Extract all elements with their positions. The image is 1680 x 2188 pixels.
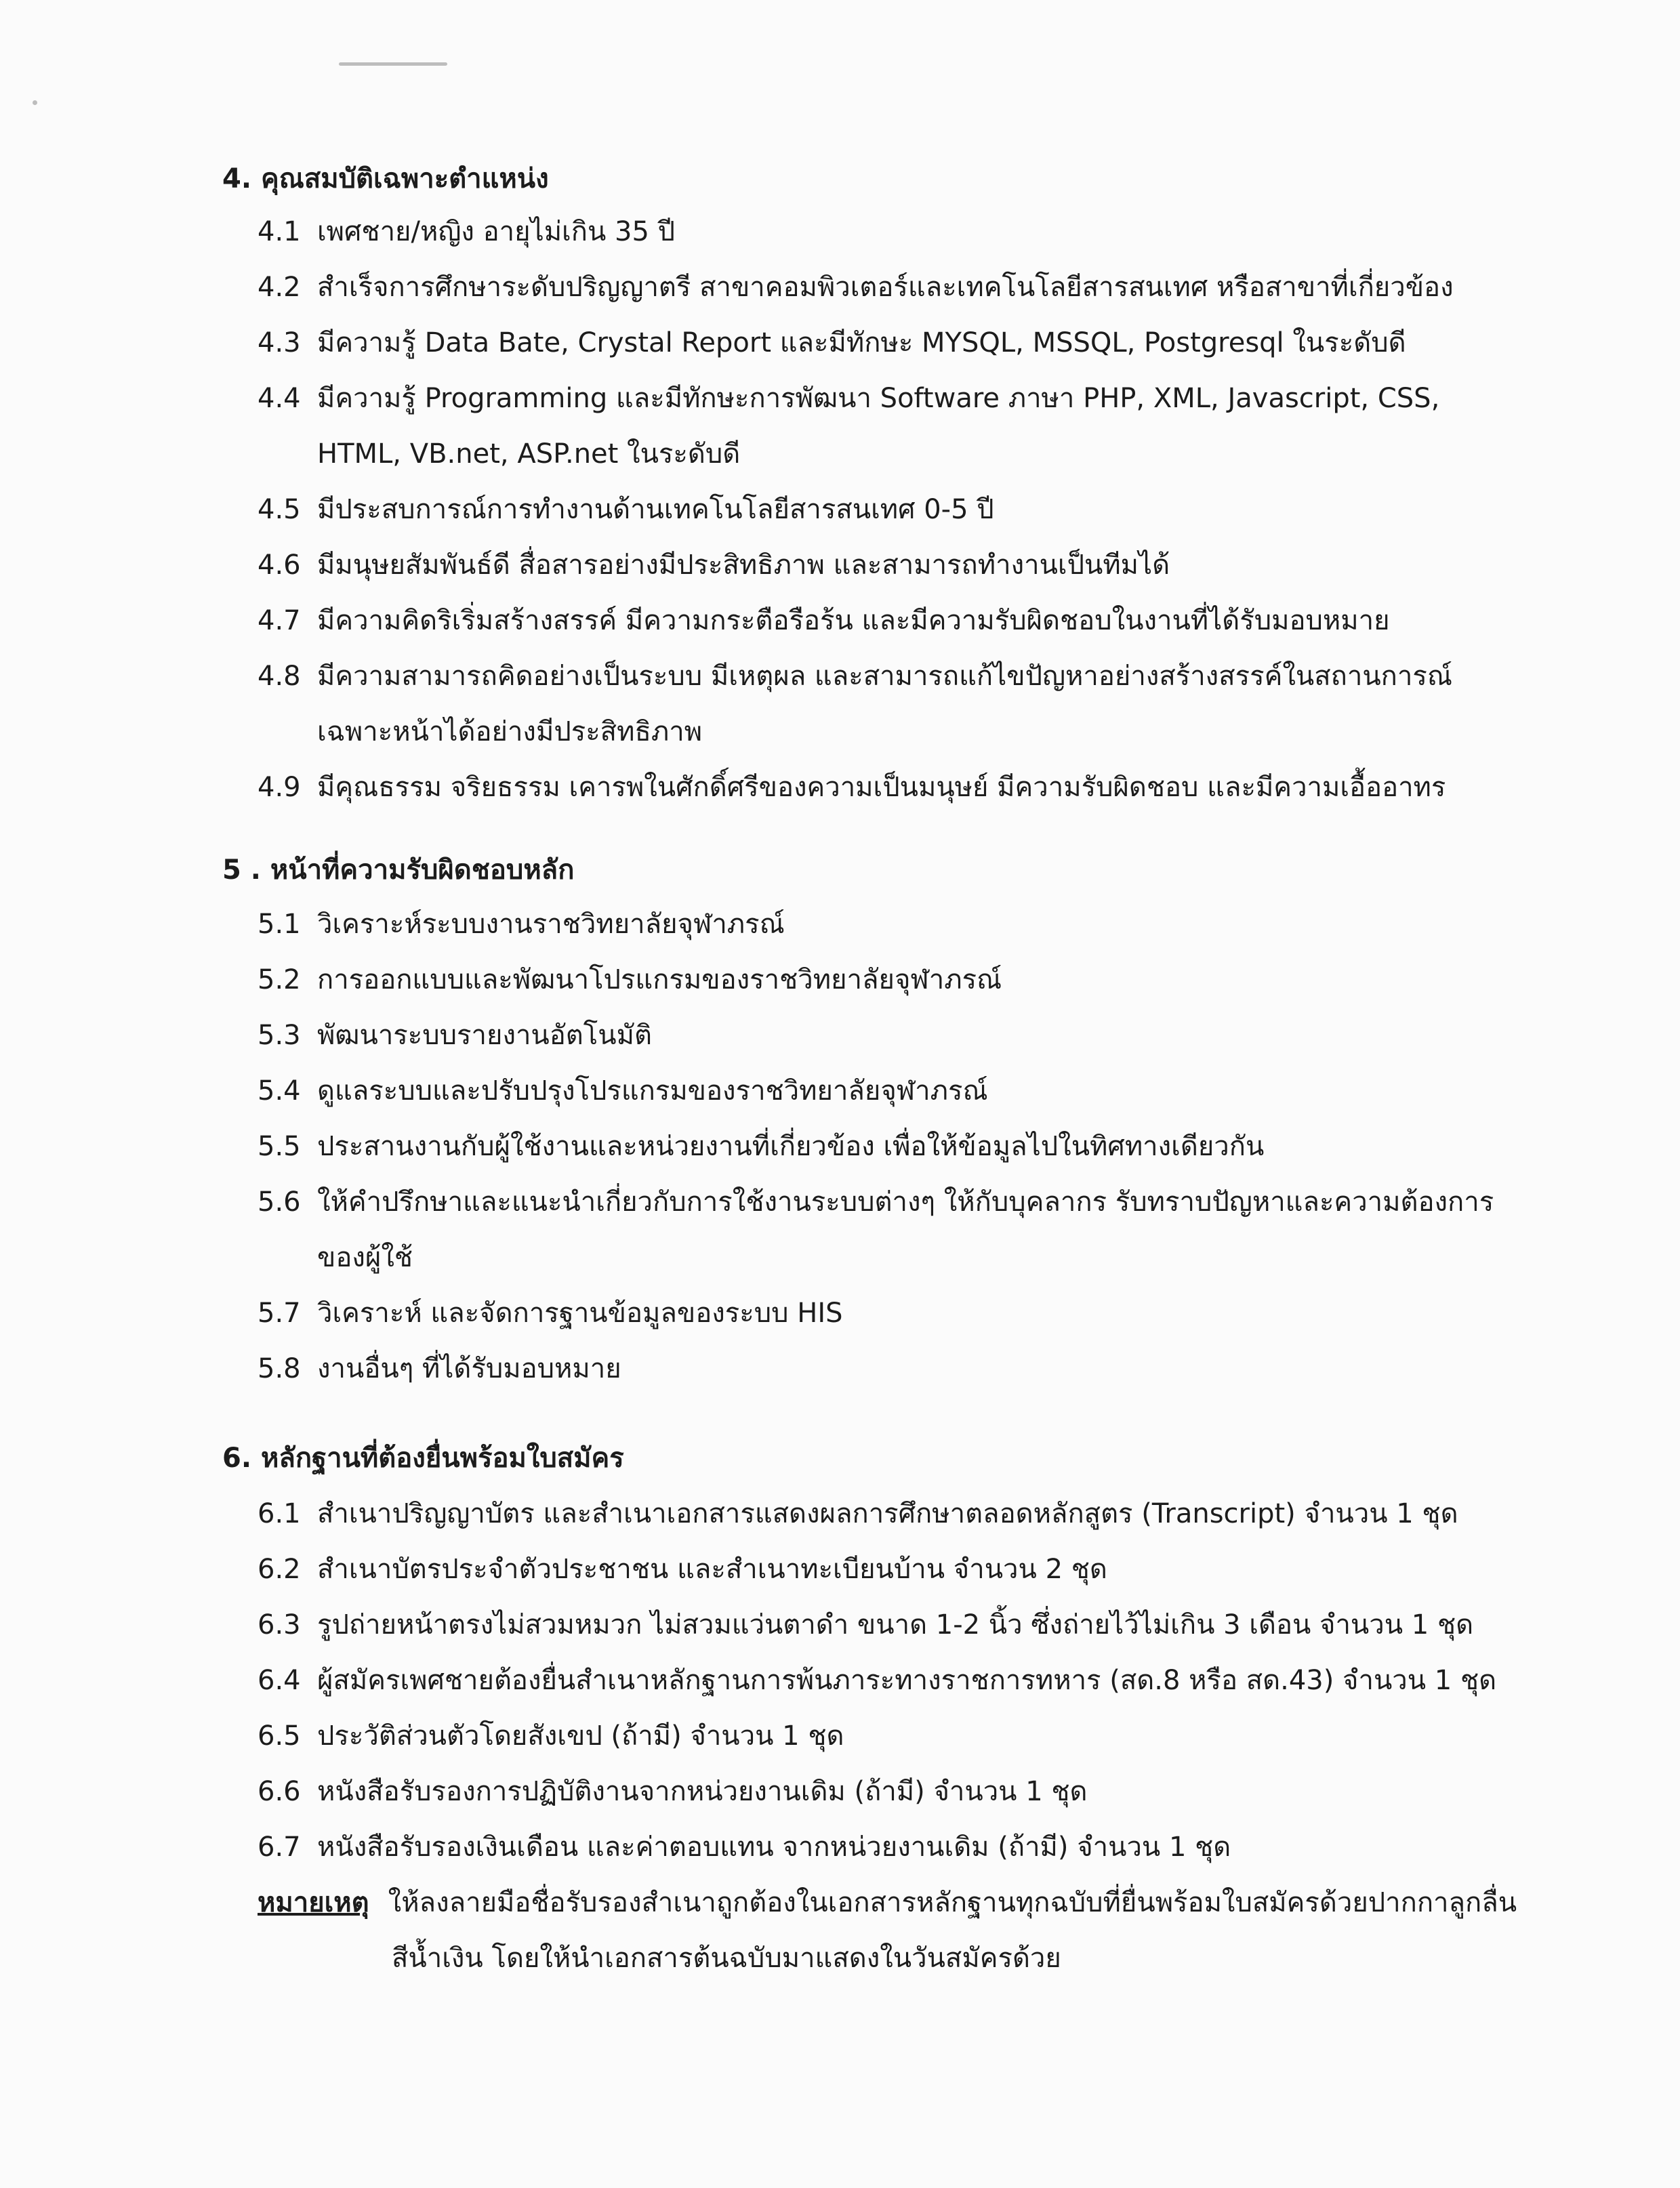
item-text: ให้คำปรึกษาและแนะนำเกี่ยวกับการใช้งานระบบต่างๆ ให้กับบุคลากร รับทราบปัญหาและความต้องการ — [317, 1186, 1494, 1218]
item-number: 5.6 — [258, 1186, 301, 1218]
list-item — [258, 211, 675, 252]
list-item — [258, 959, 1002, 1000]
item-text: มีความรู้ Data Bate, Crystal Report และมีทักษะ MYSQL, MSSQL, Postgresql ในระดับดี — [317, 327, 1406, 358]
list-item — [258, 267, 1454, 308]
item-text: มีความรู้ Programming และมีทักษะการพัฒนา Software ภาษา PHP, XML, Javascript, CSS, — [317, 383, 1440, 414]
section-4-title: 4. คุณสมบัติเฉพาะตำแหน่ง — [222, 163, 549, 194]
item-number: 6.4 — [258, 1665, 301, 1696]
list-item — [258, 1716, 844, 1756]
section-6-title: 6. หลักฐานที่ต้องยื่นพร้อมใบสมัคร — [222, 1443, 624, 1474]
item-text: ดูแลระบบและปรับปรุงโปรแกรมของราชวิทยาลัยจุฬาภรณ์ — [317, 1075, 988, 1107]
item-text: สำเนาบัตรประจำตัวประชาชน และสำเนาทะเบียนบ้าน จำนวน 2 ชุด — [317, 1554, 1107, 1585]
item-number: 5.2 — [258, 964, 301, 995]
item-text: มีความคิดริเริ่มสร้างสรรค์ มีความกระตือรือร้น และมีความรับผิดชอบในงานที่ได้รับมอบหมาย — [317, 605, 1390, 636]
item-number: 4.1 — [258, 216, 301, 247]
note-continuation: สีน้ำเงิน โดยให้นำเอกสารต้นฉบับมาแสดงในวันสมัครด้วย — [392, 1943, 1061, 1974]
list-item — [258, 1348, 621, 1389]
item-text: ประสานงานกับผู้ใช้งานและหน่วยงานที่เกี่ยวข้อง เพื่อให้ข้อมูลไปในทิศทางเดียวกัน — [317, 1131, 1265, 1162]
item-number: 6.3 — [258, 1609, 301, 1640]
item-text: เพศชาย/หญิง อายุไม่เกิน 35 ปี — [317, 216, 676, 247]
item-number: 5.8 — [258, 1353, 301, 1384]
item-text: หนังสือรับรองเงินเดือน และค่าตอบแทน จากหน่วยงานเดิม (ถ้ามี) จำนวน 1 ชุด — [317, 1832, 1231, 1863]
item-number: 6.5 — [258, 1720, 301, 1752]
item-text: มีมนุษยสัมพันธ์ดี สื่อสารอย่างมีประสิทธิภาพ และสามารถทำงานเป็นทีมได้ — [317, 550, 1170, 581]
item-number: 4.5 — [258, 494, 301, 525]
list-item — [258, 1827, 1231, 1867]
item-text: สำเนาปริญญาบัตร และสำเนาเอกสารแสดงผลการศึกษาตลอดหลักสูตร (Transcript) จำนวน 1 ชุด — [317, 1498, 1458, 1529]
list-item — [258, 656, 1452, 697]
list-item — [258, 489, 994, 530]
section-5-title: 5 . หน้าที่ความรับผิดชอบหลัก — [222, 854, 575, 886]
item-text: สำเร็จการศึกษาระดับปริญญาตรี สาขาคอมพิวเตอร์และเทคโนโลยีสารสนเทศ หรือสาขาที่เกี่ยวข้อง — [317, 272, 1454, 303]
list-item — [258, 1771, 1088, 1812]
item-number: 5.4 — [258, 1075, 301, 1107]
item-number: 5.3 — [258, 1020, 301, 1051]
list-item — [258, 323, 1406, 363]
item-continuation: HTML, VB.net, ASP.net ในระดับดี — [317, 438, 741, 470]
list-item — [258, 767, 1446, 808]
item-number: 4.2 — [258, 272, 301, 303]
item-number: 4.4 — [258, 383, 301, 414]
item-number: 4.8 — [258, 661, 301, 692]
item-number: 6.7 — [258, 1832, 301, 1863]
item-text: มีความสามารถคิดอย่างเป็นระบบ มีเหตุผล และสามารถแก้ไขปัญหาอย่างสร้างสรรค์ในสถานการณ์ — [317, 661, 1452, 692]
item-number: 4.9 — [258, 772, 301, 803]
item-text: วิเคราะห์ และจัดการฐานข้อมูลของระบบ HIS — [317, 1298, 843, 1329]
item-number: 5.5 — [258, 1131, 301, 1162]
list-item — [258, 904, 785, 945]
item-text: วิเคราะห์ระบบงานราชวิทยาลัยจุฬาภรณ์ — [317, 909, 785, 940]
scan-mark — [33, 100, 37, 105]
item-text: งานอื่นๆ ที่ได้รับมอบหมาย — [317, 1353, 621, 1384]
list-item — [258, 600, 1390, 641]
item-number: 6.1 — [258, 1498, 301, 1529]
list-item — [258, 545, 1170, 585]
item-text: มีคุณธรรม จริยธรรม เคารพในศักดิ์ศรีของความเป็นมนุษย์ มีความรับผิดชอบ และมีความเอื้ออาทร — [317, 772, 1446, 803]
list-item — [258, 1493, 1458, 1534]
list-item — [258, 1015, 652, 1056]
list-item — [258, 1126, 1264, 1167]
item-text: ผู้สมัครเพศชายต้องยื่นสำเนาหลักฐานการพ้นภาระทางราชการทหาร (สด.8 หรือ สด.43) จำนวน 1 ชุด — [317, 1665, 1497, 1696]
item-number: 6.2 — [258, 1554, 301, 1585]
item-text: พัฒนาระบบรายงานอัตโนมัติ — [317, 1020, 652, 1051]
list-item — [258, 1071, 988, 1111]
item-text: การออกแบบและพัฒนาโปรแกรมของราชวิทยาลัยจุฬาภรณ์ — [317, 964, 1002, 995]
item-number: 5.7 — [258, 1298, 301, 1329]
list-item — [258, 1660, 1496, 1701]
item-text: มีประสบการณ์การทำงานด้านเทคโนโลยีสารสนเทศ 0-5 ปี — [317, 494, 994, 525]
scan-mark — [339, 62, 447, 66]
item-number: 5.1 — [258, 909, 301, 940]
item-number: 4.3 — [258, 327, 301, 358]
item-number: 6.6 — [258, 1776, 301, 1807]
list-item — [258, 378, 1439, 419]
list-item — [258, 1605, 1473, 1645]
item-text: หนังสือรับรองการปฏิบัติงานจากหน่วยงานเดิม (ถ้ามี) จำนวน 1 ชุด — [317, 1776, 1088, 1807]
item-text: รูปถ่ายหน้าตรงไม่สวมหมวก ไม่สวมแว่นตาดำ ขนาด 1-2 นิ้ว ซึ่งถ่ายไว้ไม่เกิน 3 เดือน จำนวน 1 ชุด — [317, 1609, 1474, 1640]
note-text: ให้ลงลายมือชื่อรับรองสำเนาถูกต้องในเอกสารหลักฐานทุกฉบับที่ยื่นพร้อมใบสมัครด้วยปากกาลูกลื่น — [388, 1887, 1517, 1918]
item-number: 4.7 — [258, 605, 301, 636]
note-label: หมายเหตุ — [258, 1887, 369, 1918]
item-number: 4.6 — [258, 550, 301, 581]
list-item — [258, 1293, 843, 1334]
item-continuation: ของผู้ใช้ — [317, 1242, 413, 1273]
note — [258, 1882, 1517, 1923]
item-continuation: เฉพาะหน้าได้อย่างมีประสิทธิภาพ — [317, 716, 703, 747]
item-text: ประวัติส่วนตัวโดยสังเขป (ถ้ามี) จำนวน 1 ชุด — [317, 1720, 844, 1752]
list-item — [258, 1549, 1107, 1590]
list-item — [258, 1182, 1494, 1222]
